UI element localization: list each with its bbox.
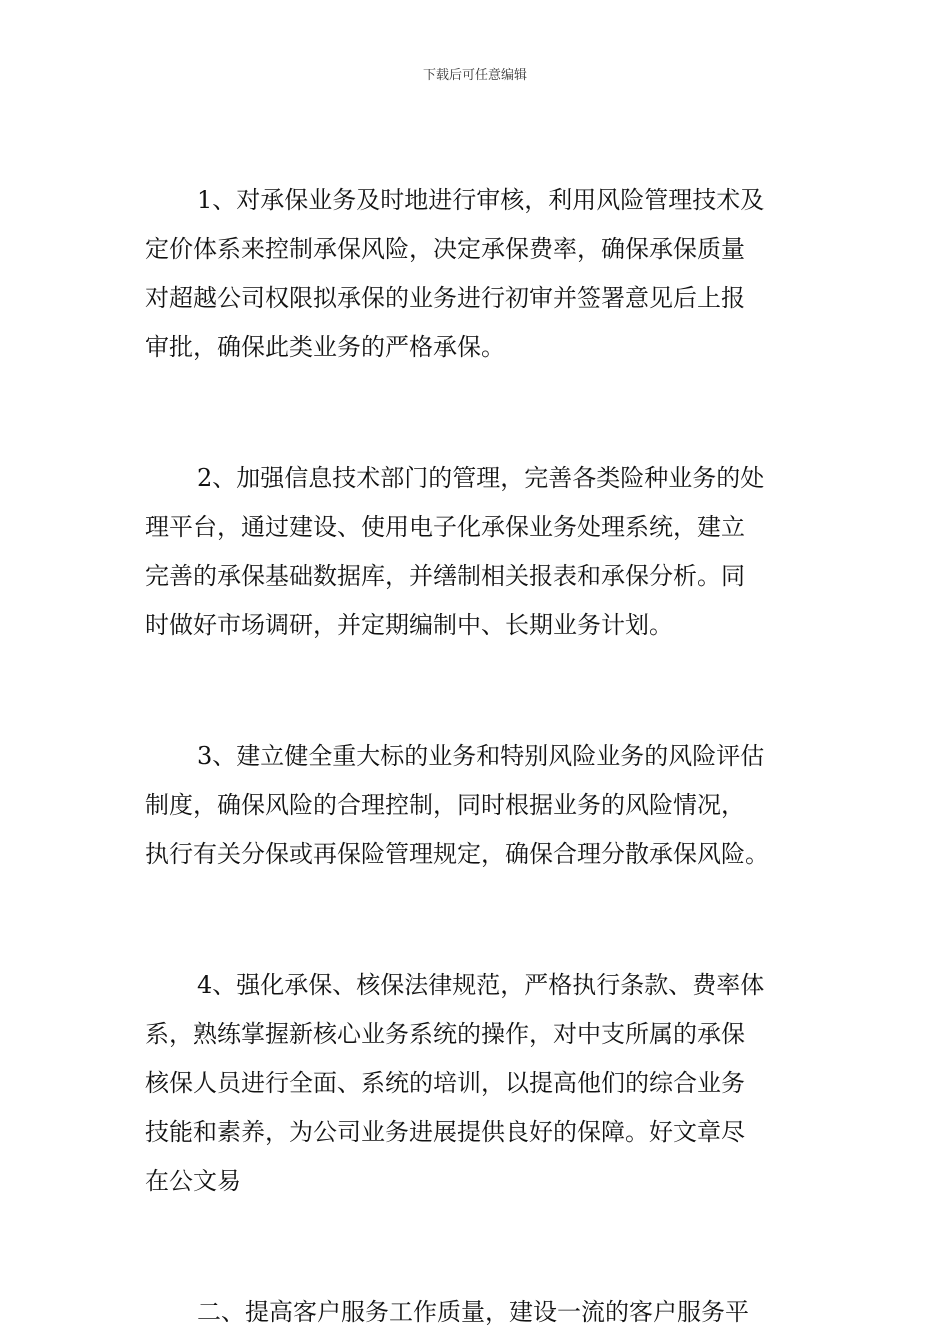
paragraph-line: 制度，确保风险的合理控制，同时根据业务的风险情况， bbox=[145, 791, 745, 819]
paragraph-line: 4、强化承保、核保法律规范，严格执行条款、费率体 bbox=[197, 971, 765, 999]
paragraph-line: 审批，确保此类业务的严格承保。 bbox=[145, 333, 505, 361]
paragraph-2 bbox=[145, 454, 810, 650]
paragraph-line: 在公文易 bbox=[145, 1167, 241, 1195]
paragraph-line: 对超越公司权限拟承保的业务进行初审并签署意见后上报 bbox=[145, 284, 745, 312]
paragraph-line: 系，熟练掌握新核心业务系统的操作，对中支所属的承保 bbox=[145, 1020, 745, 1048]
paragraph-line: 2、加强信息技术部门的管理，完善各类险种业务的处 bbox=[197, 464, 765, 492]
paragraph-3 bbox=[145, 732, 810, 879]
paragraph-5 bbox=[145, 1288, 810, 1337]
page-header: 下载后可任意编辑 bbox=[422, 68, 527, 83]
paragraph-line: 技能和素养，为公司业务进展提供良好的保障。好文章尽 bbox=[145, 1118, 745, 1146]
paragraph-4 bbox=[145, 961, 810, 1206]
paragraph-line: 理平台，通过建设、使用电子化承保业务处理系统，建立 bbox=[145, 513, 745, 541]
paragraph-line: 完善的承保基础数据库，并缮制相关报表和承保分析。同 bbox=[145, 562, 745, 590]
paragraph-line: 3、建立健全重大标的业务和特别风险业务的风险评估 bbox=[197, 742, 765, 770]
paragraph-line: 1、对承保业务及时地进行审核，利用风险管理技术及 bbox=[197, 186, 765, 214]
paragraph-line: 核保人员进行全面、系统的培训，以提高他们的综合业务 bbox=[145, 1069, 745, 1097]
paragraph-line: 时做好市场调研，并定期编制中、长期业务计划。 bbox=[145, 611, 673, 639]
paragraph-line: 定价体系来控制承保风险，决定承保费率，确保承保质量 bbox=[145, 235, 745, 263]
paragraph-line: 执行有关分保或再保险管理规定，确保合理分散承保风险。 bbox=[145, 840, 769, 868]
document-body bbox=[145, 176, 810, 1337]
paragraph-line: 二、提高客户服务工作质量，建设一流的客户服务平 bbox=[197, 1298, 749, 1326]
paragraph-1 bbox=[145, 176, 810, 372]
